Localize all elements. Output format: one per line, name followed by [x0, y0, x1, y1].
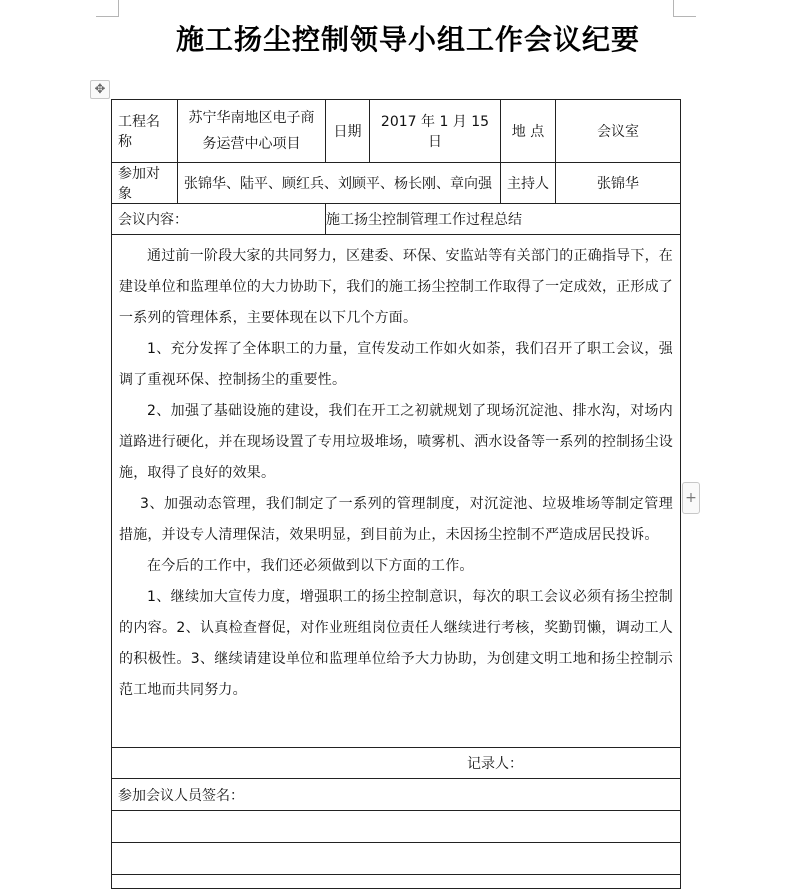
content-paragraph: 1、继续加大宣传力度，增强职工的扬尘控制意识，每次的职工会议必须有扬尘控制的内容。2、认真检查督促，对作业班组岗位责任人继续进行考核，奖勤罚懒，调动工人的积极性。3、继续请建设单位和监理单位给予大力协助，为创建文明工地和扬尘控制示范工地而共同努力。: [119, 589, 673, 698]
table-row: [112, 748, 681, 779]
date-label: 日期: [326, 100, 370, 163]
document-title: 施工扬尘控制领导小组工作会议纪要: [175, 23, 640, 56]
signature-row: [112, 843, 681, 875]
table-row: [112, 204, 681, 235]
page-corner-mark-right: [673, 0, 696, 17]
date-value[interactable]: 2017 年 1 月 15 日: [370, 100, 501, 163]
signature-cell[interactable]: [112, 843, 681, 875]
participants-label: 参加对象: [112, 163, 178, 204]
add-row-icon[interactable]: +: [682, 482, 700, 514]
content-paragraph: 在今后的工作中，我们还必须做到以下方面的工作。: [147, 558, 474, 574]
place-label: 地 点: [501, 100, 556, 163]
content-paragraph: 3、加强动态管理，我们制定了一系列的管理制度，对沉淀池、垃圾堆场等制定管理措施，并设专人清理保洁，效果明显，到目前为止，未因扬尘控制不严造成居民投诉。: [119, 496, 673, 543]
participants-value[interactable]: 张锦华、陆平、顾红兵、刘顾平、杨长刚、章向强: [178, 163, 501, 204]
content-paragraph: 通过前一阶段大家的共同努力，区建委、环保、安监站等有关部门的正确指导下，在建设单位和监理单位的大力协助下，我们的施工扬尘控制工作取得了一定成效，正形成了一系列的管理体系，主要体现在以下几个方面。: [119, 248, 673, 326]
content-paragraph: 1、充分发挥了全体职工的力量，宣传发动工作如火如荼，我们召开了职工会议，强调了重视环保、控制扬尘的重要性。: [119, 341, 673, 388]
recorder-label[interactable]: 记录人：: [112, 748, 681, 779]
table-row: [112, 163, 681, 204]
signature-cell[interactable]: [112, 811, 681, 843]
project-label: 工程名称: [112, 100, 178, 163]
table-row: [112, 100, 681, 163]
content-title[interactable]: 施工扬尘控制管理工作过程总结: [326, 204, 681, 235]
host-label: 主持人: [501, 163, 556, 204]
content-body[interactable]: [112, 235, 681, 748]
page-corner-mark-left: [96, 0, 119, 17]
signature-label: 参加会议人员签名：: [112, 779, 681, 811]
table-row: [112, 779, 681, 811]
table-row: [112, 235, 681, 748]
content-label: 会议内容：: [112, 204, 326, 235]
meeting-minutes-table: [111, 99, 681, 889]
table-move-handle-icon[interactable]: ✥: [90, 80, 110, 99]
project-value[interactable]: 苏宁华南地区电子商务运营中心项目: [178, 100, 326, 163]
content-paragraph: 2、加强了基础设施的建设，我们在开工之初就规划了现场沉淀池、排水沟，对场内道路进行硬化，并在现场设置了专用垃圾堆场，喷雾机、洒水设备等一系列的控制扬尘设施，取得了良好的效果。: [119, 403, 673, 481]
place-value[interactable]: 会议室: [556, 100, 681, 163]
signature-row: [112, 811, 681, 843]
host-value[interactable]: 张锦华: [556, 163, 681, 204]
